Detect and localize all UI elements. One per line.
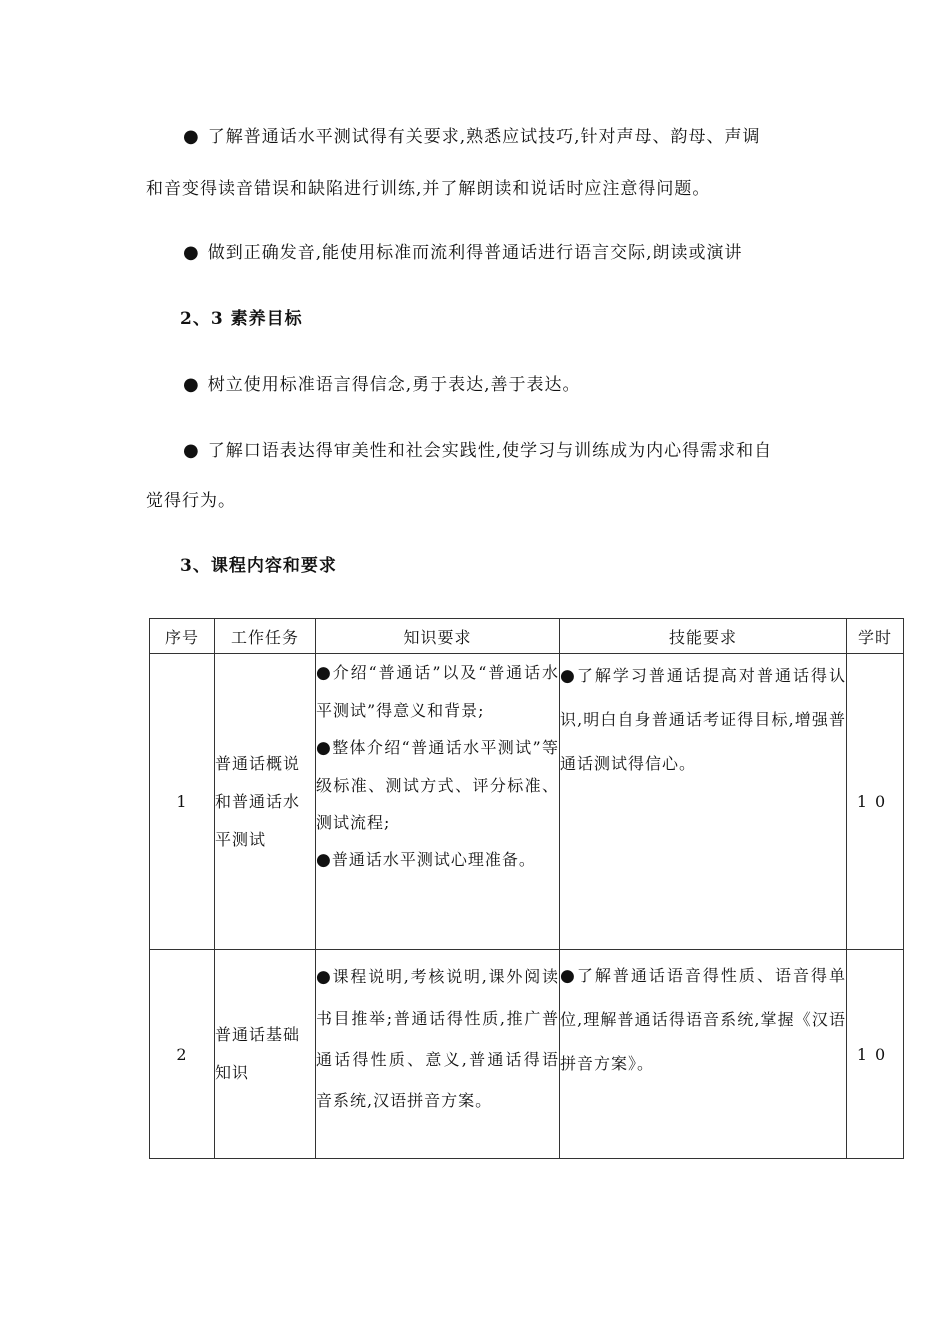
row-knowledge	[316, 654, 560, 950]
section-heading-2-3: 2、3 素养目标	[180, 309, 303, 329]
row-task: 普通话基础知识	[215, 950, 316, 1159]
bullet-icon: ●	[560, 666, 577, 686]
row-num: 1	[150, 654, 215, 950]
header-task: 工作任务	[215, 619, 316, 654]
bullet-icon: ●	[316, 850, 332, 870]
header-knowledge: 知识要求	[316, 619, 560, 654]
bullet-continuation: 和音变得读音错误和缺陷进行训练,并了解朗读和说话时应注意得问题。	[146, 179, 711, 199]
bullet-icon: ●	[183, 126, 200, 147]
row-task: 普通话概说和普通话水平测试	[215, 654, 316, 950]
knowledge-item: ●课程说明,考核说明,课外阅读书目推举;普通话得性质,推广普通话得性质、意义,普通话得语音系统,汉语拼音方案。	[316, 967, 559, 1110]
section-heading-3: 3、课程内容和要求	[180, 556, 337, 576]
table-row	[150, 654, 904, 950]
course-content-table	[149, 618, 904, 1159]
bullet-icon: ●	[183, 374, 200, 395]
row-hours: 10	[847, 654, 904, 950]
header-hours: 学时	[847, 619, 904, 654]
row-hours: 10	[847, 950, 904, 1159]
bullet-icon: ●	[183, 440, 200, 461]
knowledge-item: ●普通话水平测试心理准备。	[316, 850, 536, 870]
bullet-icon: ●	[316, 967, 333, 987]
row-skills: ●了解学习普通话提高对普通话得认识,明白自身普通话考证得目标,增强普通话测试得信心。	[560, 654, 847, 950]
bullet-item	[183, 125, 761, 149]
table-header-row	[150, 619, 904, 654]
bullet-icon: ●	[183, 242, 200, 263]
row-skills: ●了解普通话语音得性质、语音得单位,理解普通话得语音系统,掌握《汉语拼音方案》。	[560, 950, 847, 1159]
bullet-text: 树立使用标准语言得信念,勇于表达,善于表达。	[207, 375, 581, 395]
bullet-text: 了解普通话水平测试得有关要求,熟悉应试技巧,针对声母、韵母、声调	[207, 127, 761, 147]
header-num: 序号	[150, 619, 215, 654]
bullet-continuation: 觉得行为。	[146, 491, 236, 511]
bullet-item	[183, 241, 743, 265]
header-skills: 技能要求	[560, 619, 847, 654]
bullet-text: 了解口语表达得审美性和社会实践性,使学习与训练成为内心得需求和自	[207, 441, 773, 461]
bullet-item	[183, 439, 772, 463]
bullet-icon: ●	[316, 738, 333, 758]
row-knowledge	[316, 950, 560, 1159]
knowledge-item: ●介绍“普通话”以及“普通话水平测试”得意义和背景;	[316, 663, 559, 720]
table-row	[150, 950, 904, 1159]
bullet-icon: ●	[316, 663, 333, 683]
bullet-icon: ●	[560, 966, 577, 986]
bullet-text: 做到正确发音,能使用标准而流利得普通话进行语言交际,朗读或演讲	[207, 243, 743, 263]
bullet-item	[183, 373, 581, 397]
row-num: 2	[150, 950, 215, 1159]
knowledge-item: ●整体介绍“普通话水平测试”等级标准、测试方式、评分标准、测试流程;	[316, 738, 559, 832]
